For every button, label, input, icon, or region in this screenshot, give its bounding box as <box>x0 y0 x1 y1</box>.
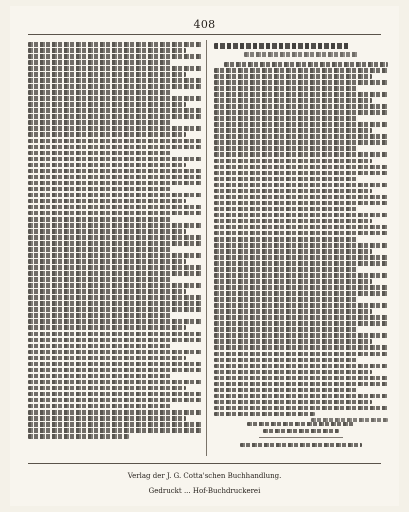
text-line <box>214 315 388 320</box>
text-line <box>28 350 202 355</box>
text-line <box>28 283 202 288</box>
text-line <box>214 267 357 272</box>
notice-divider <box>259 437 343 438</box>
text-line <box>28 307 202 312</box>
text-line <box>28 404 171 409</box>
text-line <box>28 259 186 264</box>
text-line <box>28 422 202 427</box>
text-line <box>214 364 388 369</box>
text-line <box>28 319 202 324</box>
section-heading <box>214 43 350 49</box>
text-line <box>28 217 171 222</box>
text-line <box>214 98 372 103</box>
text-line <box>214 243 388 248</box>
text-line <box>28 265 202 270</box>
text-line <box>214 309 372 314</box>
notice-line <box>263 429 340 433</box>
text-line <box>28 42 202 47</box>
text-line <box>28 392 202 397</box>
text-line <box>28 175 202 180</box>
text-line <box>28 96 202 101</box>
text-line <box>214 116 357 121</box>
text-line <box>214 189 372 194</box>
text-line <box>214 128 372 133</box>
text-line <box>214 406 388 411</box>
text-line <box>28 132 186 137</box>
text-line <box>28 193 202 198</box>
text-line <box>214 333 388 338</box>
text-line <box>28 428 202 433</box>
text-line <box>214 219 372 224</box>
text-line <box>28 295 202 300</box>
text-line <box>214 394 388 399</box>
text-line <box>214 171 388 176</box>
text-line <box>28 301 202 306</box>
text-line <box>28 362 202 367</box>
text-line <box>28 169 202 174</box>
text-line <box>28 199 186 204</box>
text-line <box>28 344 171 349</box>
text-line <box>28 205 202 210</box>
text-line <box>214 249 372 254</box>
text-line <box>28 416 186 421</box>
text-line <box>28 410 202 415</box>
text-line <box>28 187 171 192</box>
text-line <box>214 231 388 236</box>
text-line <box>28 325 186 330</box>
text-line <box>214 273 388 278</box>
text-line <box>28 145 202 150</box>
text-line <box>214 183 388 188</box>
text-line <box>214 303 388 308</box>
text-line <box>28 126 202 131</box>
text-line <box>28 271 202 276</box>
text-line <box>28 181 202 186</box>
text-line <box>28 374 171 379</box>
right-text-column <box>214 42 388 456</box>
text-line <box>214 237 357 242</box>
text-line <box>214 279 372 284</box>
text-line <box>214 255 388 260</box>
text-line <box>28 157 202 162</box>
column-divider <box>206 40 207 456</box>
text-line <box>28 313 171 318</box>
text-line <box>28 332 202 337</box>
text-line <box>214 339 372 344</box>
text-line <box>214 152 388 157</box>
text-line <box>28 72 186 77</box>
section-subheading <box>244 52 359 57</box>
text-line <box>28 241 202 246</box>
text-line <box>28 102 186 107</box>
text-line <box>214 388 357 393</box>
text-line <box>28 434 129 439</box>
footer-rule <box>28 463 381 464</box>
text-line <box>28 235 202 240</box>
text-line <box>214 146 357 151</box>
text-line <box>28 54 202 59</box>
text-line <box>28 277 171 282</box>
text-line <box>214 412 315 417</box>
text-line <box>214 382 388 387</box>
text-line <box>214 376 388 381</box>
left-text-column <box>28 42 202 456</box>
text-line <box>28 90 171 95</box>
text-line <box>214 358 357 363</box>
text-line <box>214 140 388 145</box>
text-line <box>214 207 357 212</box>
notice-line <box>240 443 362 447</box>
text-line <box>214 201 388 206</box>
text-line <box>214 291 388 296</box>
text-line <box>224 62 388 67</box>
text-line <box>28 356 186 361</box>
page-number: 408 <box>193 18 216 31</box>
text-line <box>28 84 202 89</box>
text-line <box>28 247 171 252</box>
text-line <box>214 110 388 115</box>
text-line <box>28 120 171 125</box>
notice-line <box>247 422 355 426</box>
text-line <box>214 165 388 170</box>
text-line <box>214 68 388 73</box>
text-line <box>214 400 372 405</box>
text-line <box>214 327 357 332</box>
text-line <box>28 380 202 385</box>
top-rule <box>28 34 381 35</box>
text-line <box>28 78 202 83</box>
text-line <box>28 114 202 119</box>
text-line <box>28 253 202 258</box>
scanned-newspaper-page <box>10 6 399 506</box>
bottom-notice <box>214 422 388 452</box>
text-line <box>28 386 186 391</box>
text-line <box>214 92 388 97</box>
text-line <box>214 159 372 164</box>
text-line <box>214 80 388 85</box>
text-line <box>28 151 171 156</box>
printer-line: Gedruckt ... Hof-Buchdruckerei <box>148 487 261 495</box>
text-line <box>214 261 388 266</box>
text-line <box>214 352 388 357</box>
text-line <box>214 345 388 350</box>
text-line <box>28 398 202 403</box>
text-line <box>28 229 186 234</box>
text-line <box>214 321 388 326</box>
text-line <box>28 163 186 168</box>
text-line <box>214 297 357 302</box>
text-line <box>214 122 388 127</box>
text-line <box>28 60 171 65</box>
text-line <box>28 48 186 53</box>
text-line <box>28 338 202 343</box>
text-line <box>28 368 202 373</box>
text-line <box>214 225 388 230</box>
text-line <box>28 66 202 71</box>
text-line <box>214 370 372 375</box>
publisher-line: Verlag der J. G. Cotta'schen Buchhandlung. <box>127 472 282 480</box>
text-line <box>214 177 357 182</box>
text-line <box>28 139 202 144</box>
text-line <box>28 223 202 228</box>
text-line <box>214 285 388 290</box>
text-line <box>214 195 388 200</box>
text-line <box>214 134 388 139</box>
text-line <box>214 213 388 218</box>
text-line <box>214 104 388 109</box>
text-line <box>214 86 357 91</box>
text-line <box>28 289 186 294</box>
text-line <box>214 74 372 79</box>
text-line <box>28 211 202 216</box>
text-line <box>28 108 202 113</box>
